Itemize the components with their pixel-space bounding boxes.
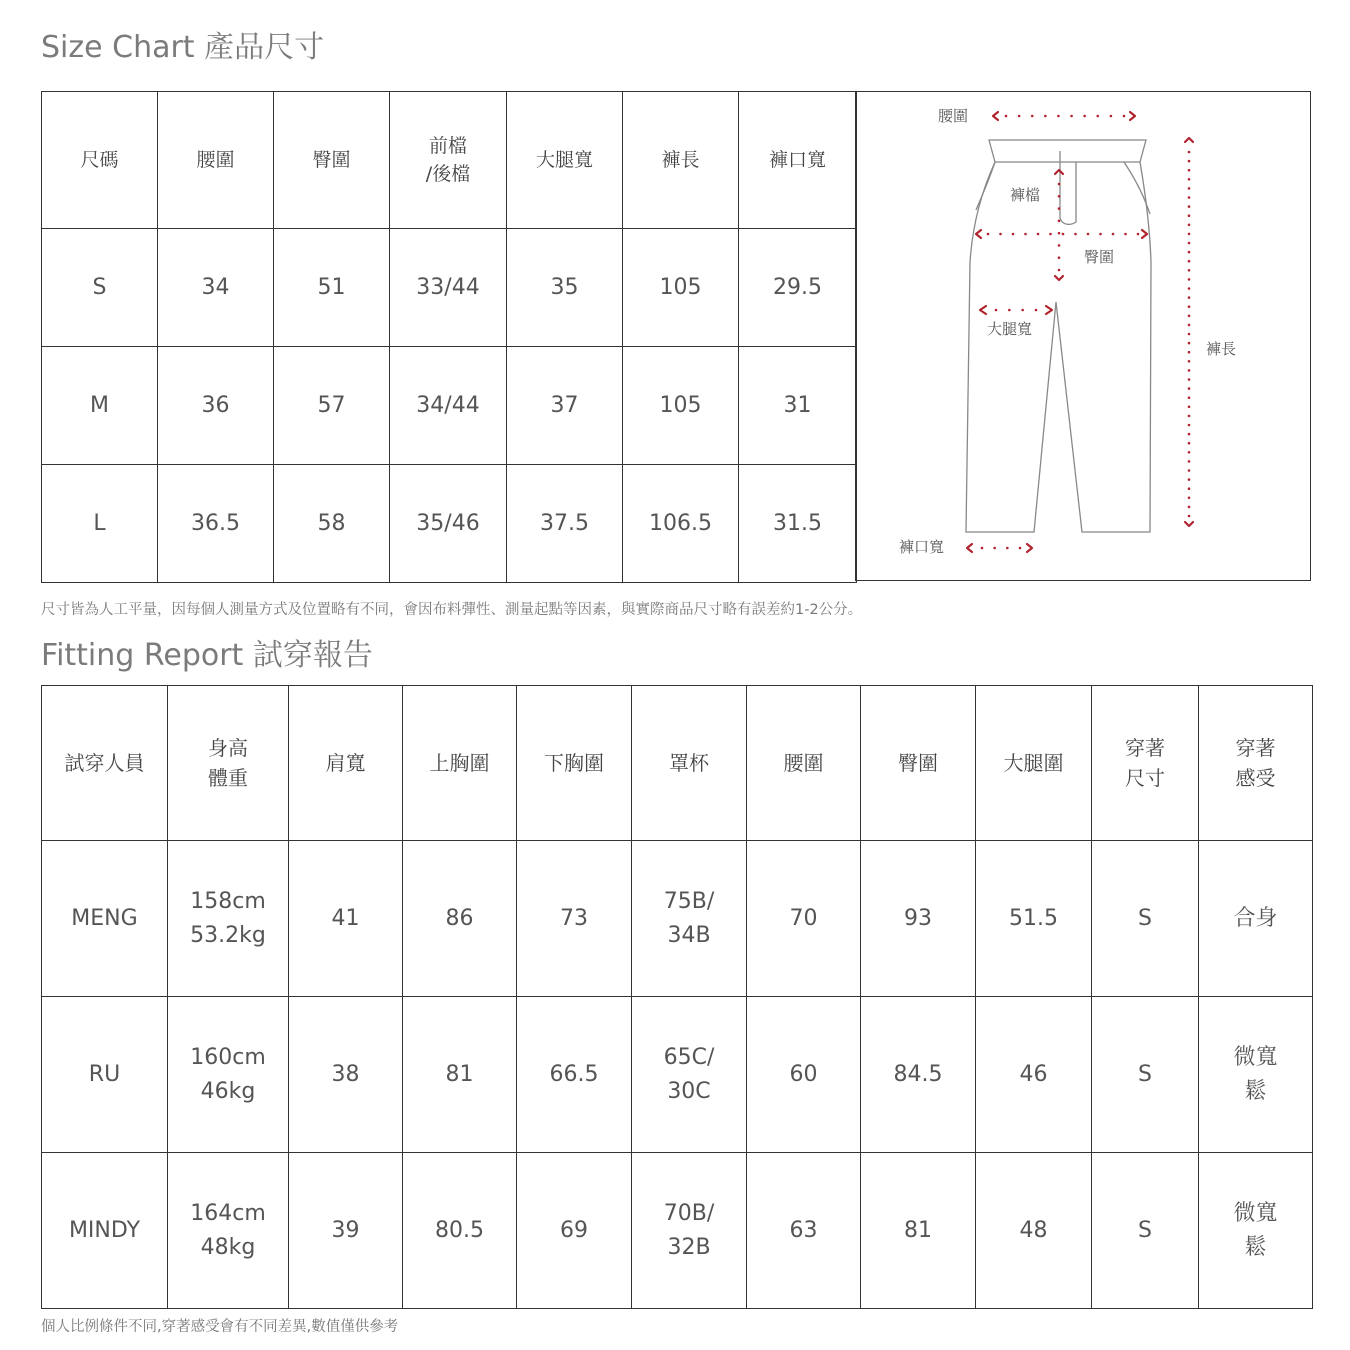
cell-rise: 33/44 [390, 229, 507, 347]
measure-dot [1188, 169, 1191, 172]
measure-dot [999, 233, 1002, 236]
measure-dot [1188, 360, 1191, 363]
measure-dot [1188, 178, 1191, 181]
measure-dot [1008, 309, 1011, 312]
text-line: 感受 [1235, 766, 1276, 790]
measure-dot [1188, 315, 1191, 318]
tester-row-ru [42, 997, 1313, 1153]
cell-hip: 57 [274, 347, 390, 465]
text-line: 70B/ [663, 1200, 715, 1226]
header-under-bust: 下胸圍 [517, 686, 632, 841]
cell-wear-size: S [1092, 997, 1199, 1153]
cell-height-weight [168, 997, 289, 1153]
text-line: 鬆 [1244, 1078, 1267, 1104]
measure-dot [1037, 233, 1040, 236]
cell-rise: 34/44 [390, 347, 507, 465]
fitting-report-title: Fitting Report 試穿報告 [41, 638, 373, 673]
cell-cup [632, 841, 747, 997]
fitting-report-note: 個人比例條件不同,穿著感受會有不同差異,數值僅供參考 [41, 1319, 399, 1335]
text-line: 75B/ [663, 888, 715, 914]
header-shoulder: 肩寬 [289, 686, 403, 841]
measure-dot [1018, 115, 1021, 118]
text-line: 160cm [190, 1044, 266, 1070]
cell-under-bust: 66.5 [517, 997, 632, 1153]
cell-upper-bust: 80.5 [403, 1153, 517, 1309]
cell-wear-size: S [1092, 841, 1199, 997]
cell-upper-bust: 81 [403, 997, 517, 1153]
text-line: /後檔 [425, 163, 471, 185]
cell-wear-size: S [1092, 1153, 1199, 1309]
cell-hip: 51 [274, 229, 390, 347]
measure-dot [1057, 115, 1060, 118]
header-size: 尺碼 [42, 92, 158, 229]
cell-cup [632, 997, 747, 1153]
cell-size: L [42, 465, 158, 583]
measure-dot [1188, 196, 1191, 199]
measure-dot [1188, 160, 1191, 163]
cell-under-bust: 69 [517, 1153, 632, 1309]
text-line: 鬆 [1244, 1234, 1267, 1260]
cell-length: 106.5 [623, 465, 739, 583]
cell-tester: MENG [42, 841, 168, 997]
cell-length: 105 [623, 347, 739, 465]
measure-dot [1188, 469, 1191, 472]
text-line: 體重 [208, 766, 248, 790]
measure-dot [1096, 115, 1099, 118]
text-line: 48kg [200, 1234, 256, 1260]
header-tester: 試穿人員 [42, 686, 168, 841]
measure-dot [1049, 233, 1052, 236]
header-waist: 腰圍 [747, 686, 861, 841]
cell-wear-feel [1199, 997, 1313, 1153]
text-line: 尺寸 [1125, 766, 1165, 790]
measure-dot [1035, 309, 1038, 312]
cell-thigh: 37 [507, 347, 623, 465]
cell-hip: 81 [861, 1153, 976, 1309]
label-hip: 臀圍 [1084, 248, 1115, 266]
cell-hem: 31 [739, 347, 857, 465]
text-line: 微寬 [1233, 1200, 1278, 1226]
header-waist: 腰圍 [158, 92, 274, 229]
text-line: 32B [667, 1234, 711, 1260]
size-row-m [42, 347, 857, 465]
size-row-l [42, 465, 857, 583]
measure-dot [1188, 305, 1191, 308]
text-line: 65C/ [663, 1044, 715, 1070]
measure-dot [1188, 214, 1191, 217]
header-upper-bust: 上胸圍 [403, 686, 517, 841]
cell-upper-bust: 86 [403, 841, 517, 997]
measure-dot [1188, 442, 1191, 445]
size-chart-header-row [42, 92, 857, 229]
measure-dot [1087, 233, 1090, 236]
measure-dot [1058, 269, 1061, 272]
measure-dot [1188, 351, 1191, 354]
measure-dot [1188, 251, 1191, 254]
header-hem: 褲口寬 [739, 92, 857, 229]
text-line: 穿著 [1235, 736, 1276, 760]
measure-dot [1188, 224, 1191, 227]
cell-thigh: 35 [507, 229, 623, 347]
text-line: 穿著 [1125, 736, 1165, 760]
measure-dot [1188, 378, 1191, 381]
header-length: 褲長 [623, 92, 739, 229]
cell-waist: 63 [747, 1153, 861, 1309]
measure-dot [1006, 547, 1009, 550]
header-hip: 臀圍 [274, 92, 390, 229]
measure-dot [1058, 220, 1061, 223]
measure-dot [1188, 487, 1191, 490]
measure-dot [1188, 506, 1191, 509]
pants-illustration [856, 92, 1312, 582]
measure-dot [1123, 115, 1126, 118]
measure-dot [1058, 207, 1061, 210]
measure-dot [1110, 115, 1113, 118]
cell-hip: 58 [274, 465, 390, 583]
text-line: 53.2kg [190, 922, 266, 948]
measure-dot [1021, 309, 1024, 312]
measure-dot [1058, 232, 1061, 235]
cell-tester: RU [42, 997, 168, 1153]
cell-tester: MINDY [42, 1153, 168, 1309]
cell-hem: 29.5 [739, 229, 857, 347]
measure-dot [1058, 256, 1061, 259]
cell-height-weight [168, 1153, 289, 1309]
measure-dot [1058, 183, 1061, 186]
measure-dot [1188, 242, 1191, 245]
measure-dot [1031, 115, 1034, 118]
measure-dot [1070, 115, 1073, 118]
text-line: 微寬 [1233, 1044, 1278, 1070]
measure-dot [1188, 333, 1191, 336]
header-wear-size [1092, 686, 1199, 841]
cell-thigh: 46 [976, 997, 1092, 1153]
size-row-s [42, 229, 857, 347]
text-line: 34B [667, 922, 711, 948]
label-length: 褲長 [1206, 340, 1237, 358]
header-thigh: 大腿寬 [507, 92, 623, 229]
size-chart-note: 尺寸皆為人工平量，因每個人測量方式及位置略有不同，會因布料彈性、測量起點等因素，與實際商品尺寸略有誤差約1-2公分。 [41, 602, 863, 618]
text-line: 164cm [190, 1200, 266, 1226]
measure-dot [1112, 233, 1115, 236]
measure-dot [1058, 244, 1061, 247]
cell-hip: 93 [861, 841, 976, 997]
text-line: 46kg [200, 1078, 256, 1104]
measure-dot [1137, 233, 1140, 236]
label-hem: 褲口寬 [899, 538, 945, 556]
measure-dot [1188, 342, 1191, 345]
cell-cup [632, 1153, 747, 1309]
cell-waist: 36.5 [158, 465, 274, 583]
measure-dot [1188, 478, 1191, 481]
measure-dot [1188, 424, 1191, 427]
text-line: 158cm [190, 888, 266, 914]
cell-waist: 36 [158, 347, 274, 465]
measure-dot [1188, 324, 1191, 327]
cell-rise: 35/46 [390, 465, 507, 583]
cell-length: 105 [623, 229, 739, 347]
measure-dot [1012, 233, 1015, 236]
tester-row-meng [42, 841, 1313, 997]
header-rise [390, 92, 507, 229]
cell-wear-feel [1199, 1153, 1313, 1309]
text-line: 身高 [208, 736, 248, 760]
cell-waist: 60 [747, 997, 861, 1153]
pants-diagram [855, 91, 1311, 581]
measure-dot [1188, 205, 1191, 208]
measure-dot [1083, 115, 1086, 118]
measure-dot [1188, 387, 1191, 390]
text-line: 30C [667, 1078, 711, 1104]
measure-dot [1099, 233, 1102, 236]
cell-wear-feel: 合身 [1199, 841, 1313, 997]
cell-shoulder: 41 [289, 841, 403, 997]
header-hip: 臀圍 [861, 686, 976, 841]
label-rise: 褲檔 [1010, 186, 1041, 204]
measure-dot [987, 233, 990, 236]
measure-dot [1074, 233, 1077, 236]
measure-dot [1005, 115, 1008, 118]
measure-dot [1024, 233, 1027, 236]
measure-dot [1188, 415, 1191, 418]
header-wear-feel [1199, 686, 1313, 841]
size-chart-table [41, 91, 857, 583]
measure-dot [1188, 260, 1191, 263]
fitting-header-row [42, 686, 1313, 841]
tester-row-mindy [42, 1153, 1313, 1309]
cell-size: S [42, 229, 158, 347]
measure-dot [1019, 547, 1022, 550]
cell-thigh: 37.5 [507, 465, 623, 583]
cell-shoulder: 39 [289, 1153, 403, 1309]
cell-shoulder: 38 [289, 997, 403, 1153]
header-height-weight [168, 686, 289, 841]
cell-size: M [42, 347, 158, 465]
cell-waist: 70 [747, 841, 861, 997]
measure-dot [1188, 460, 1191, 463]
size-chart-title: Size Chart 產品尺寸 [41, 30, 325, 65]
cell-hip: 84.5 [861, 997, 976, 1153]
measure-dot [1188, 296, 1191, 299]
measure-dot [1188, 497, 1191, 500]
text-line: 前檔 [428, 135, 467, 157]
measure-dot [1188, 406, 1191, 409]
measure-dot [995, 309, 998, 312]
measure-dot [1188, 287, 1191, 290]
cell-under-bust: 73 [517, 841, 632, 997]
cell-height-weight [168, 841, 289, 997]
measure-dot [1188, 269, 1191, 272]
cell-hem: 31.5 [739, 465, 857, 583]
measure-dot [1062, 233, 1065, 236]
measure-dot [981, 547, 984, 550]
measure-dot [1188, 187, 1191, 190]
measure-dot [1188, 278, 1191, 281]
measure-dot [1124, 233, 1127, 236]
measure-dot [1188, 233, 1191, 236]
header-cup: 罩杯 [632, 686, 747, 841]
header-thigh: 大腿圍 [976, 686, 1092, 841]
measure-dot [1188, 451, 1191, 454]
cell-thigh: 51.5 [976, 841, 1092, 997]
cell-thigh: 48 [976, 1153, 1092, 1309]
fitting-report-table [41, 685, 1313, 1309]
measure-dot [993, 547, 996, 550]
measure-dot [1188, 433, 1191, 436]
measure-dot [1188, 369, 1191, 372]
label-thigh: 大腿寬 [987, 320, 1033, 338]
measure-dot [1188, 151, 1191, 154]
measure-dot [1188, 396, 1191, 399]
measure-dot [1058, 195, 1061, 198]
measure-dot [1188, 515, 1191, 518]
measure-dot [1044, 115, 1047, 118]
cell-waist: 34 [158, 229, 274, 347]
label-waist: 腰圍 [938, 107, 969, 125]
